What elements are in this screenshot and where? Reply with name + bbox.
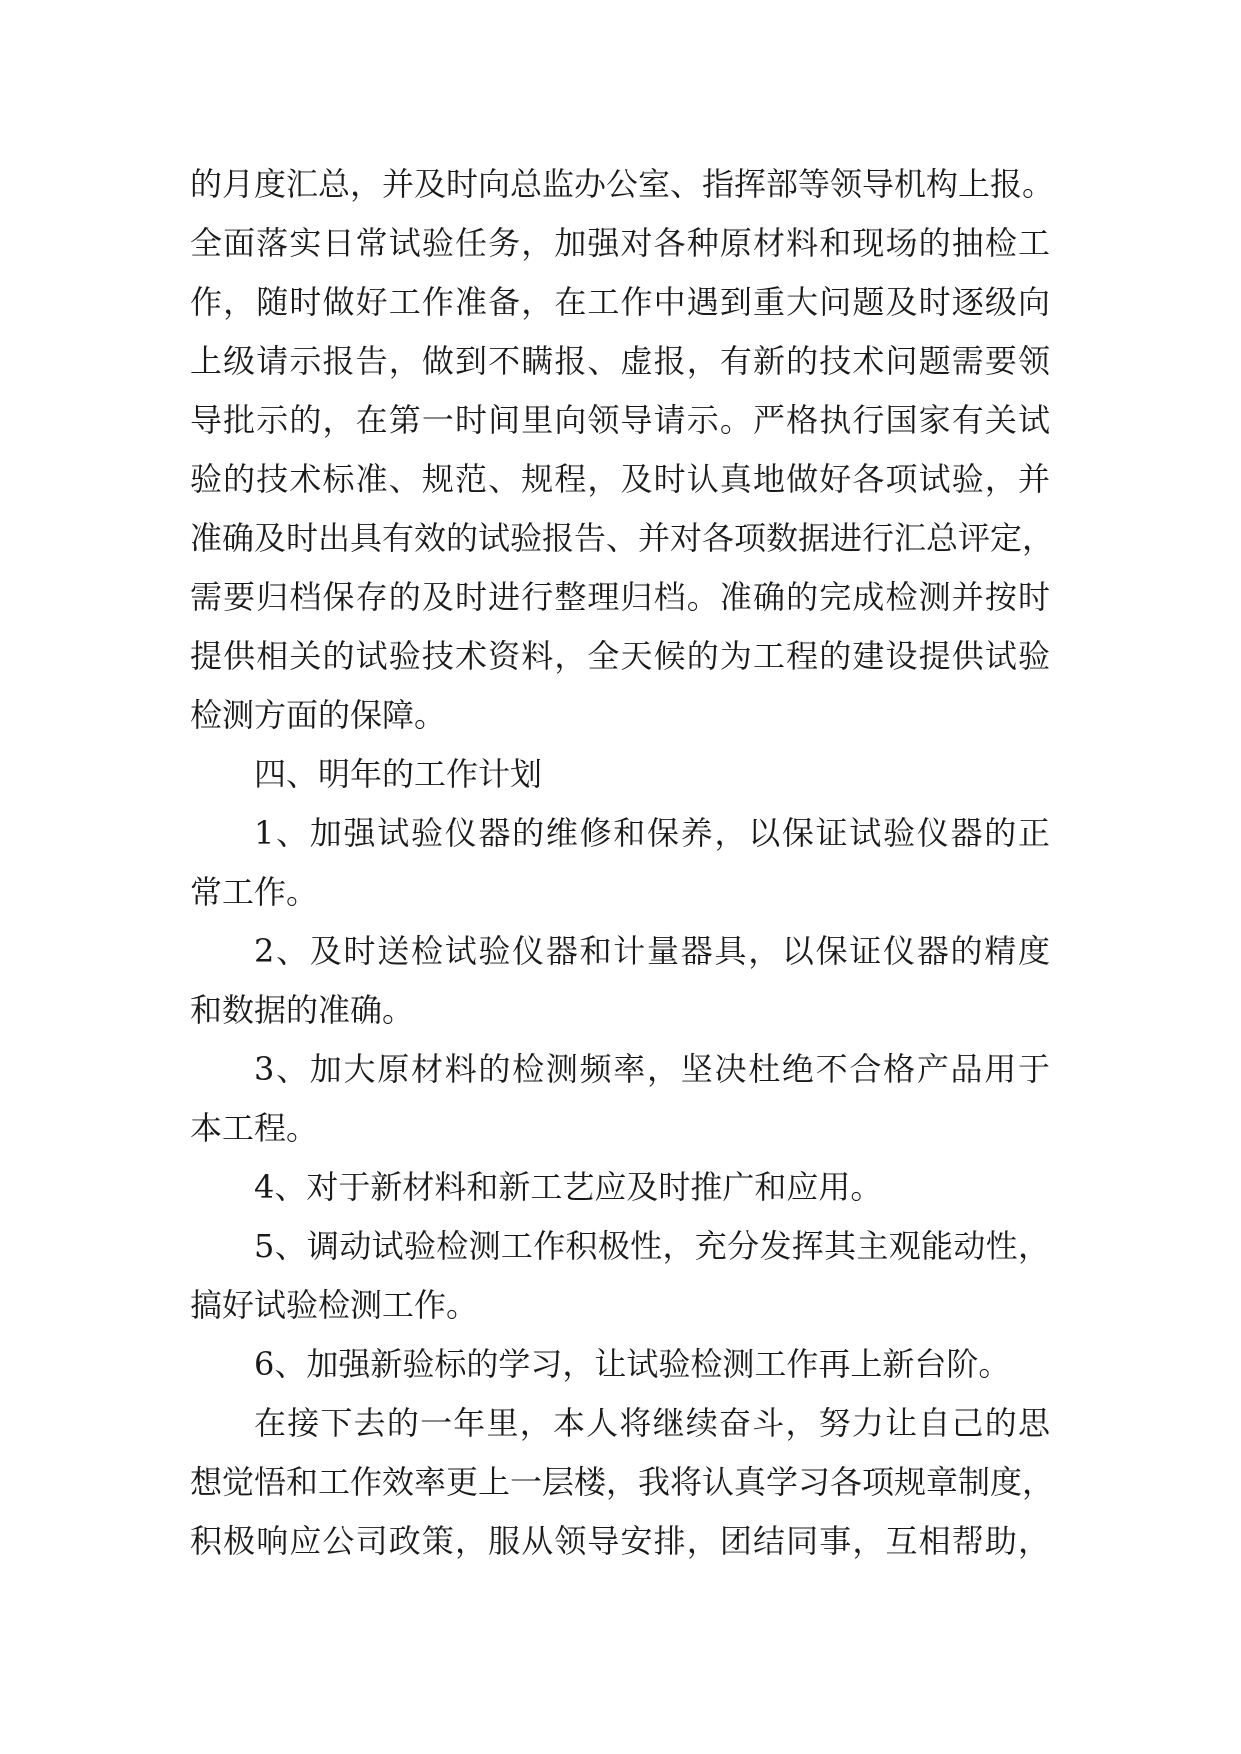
- text-line: 本工程。: [190, 1109, 319, 1147]
- text-line: 的月度汇总，并及时向总监办公室、指挥部等领导机构上报。: [190, 165, 1055, 203]
- text-line: 1、加强试验仪器的维修和保养，以保证试验仪器的正: [254, 814, 1050, 852]
- text-line: 导批示的，在第一时间里向领导请示。严格执行国家有关试: [190, 401, 1050, 439]
- text-line: 常工作。: [190, 873, 319, 911]
- text-line: 作，随时做好工作准备，在工作中遇到重大问题及时逐级向: [190, 283, 1050, 321]
- text-line: 搞好试验检测工作。: [190, 1286, 479, 1324]
- text-line: 想觉悟和工作效率更上一层楼，我将认真学习各项规章制度，: [190, 1463, 1055, 1501]
- text-line: 需要归档保存的及时进行整理归档。准确的完成检测并按时: [190, 578, 1050, 616]
- text-line: 6、加强新验标的学习，让试验检测工作再上新台阶。: [254, 1345, 1011, 1383]
- text-line: 准确及时出具有效的试验报告、并对各项数据进行汇总评定，: [190, 519, 1055, 557]
- text-line: 在接下去的一年里，本人将继续奋斗，努力让自己的思: [254, 1404, 1050, 1442]
- text-line: 上级请示报告，做到不瞒报、虚报，有新的技术问题需要领: [190, 342, 1050, 380]
- text-line: 全面落实日常试验任务，加强对各种原材料和现场的抽检工: [190, 224, 1050, 262]
- text-line: 4、对于新材料和新工艺应及时推广和应用。: [254, 1168, 883, 1206]
- text-line: 积极响应公司政策，服从领导安排，团结同事，互相帮助，: [190, 1522, 1050, 1560]
- document-page: [190, 155, 1055, 1571]
- text-line: 检测方面的保障。: [190, 696, 447, 734]
- text-line: 四、明年的工作计划: [254, 755, 543, 793]
- text-line: 验的技术标准、规范、规程，及时认真地做好各项试验，并: [190, 460, 1050, 498]
- text-line: 2、及时送检试验仪器和计量器具，以保证仪器的精度: [254, 932, 1050, 970]
- text-line: 和数据的准确。: [190, 991, 415, 1029]
- text-line: 5、调动试验检测工作积极性，充分发挥其主观能动性，: [254, 1227, 1050, 1265]
- text-line: 3、加大原材料的检测频率，坚决杜绝不合格产品用于: [254, 1050, 1050, 1088]
- text-line: 提供相关的试验技术资料，全天候的为工程的建设提供试验: [190, 637, 1050, 675]
